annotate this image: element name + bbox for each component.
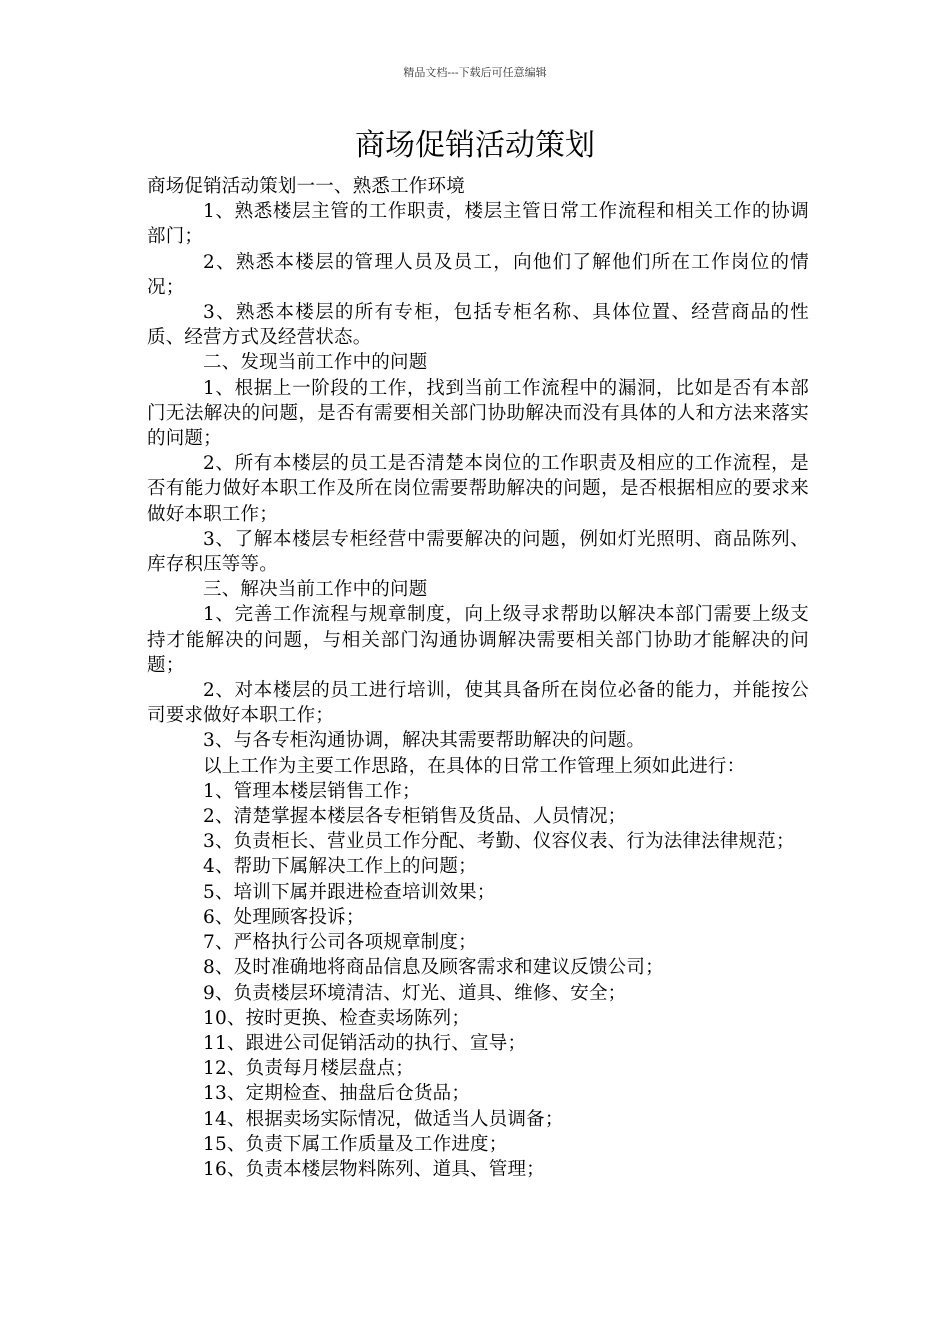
list-item: 5、培训下属并跟进检查培训效果； [203, 881, 496, 903]
paragraph: 3、了解本楼层专柜经营中需要解决的问题，例如灯光照明、商品陈列、库存积压等等。 [147, 528, 809, 576]
paragraph: 1、熟悉楼层主管的工作职责，楼层主管日常工作流程和相关工作的协调部门； [147, 201, 809, 248]
list-item: 10、按时更换、检查卖场陈列； [203, 1007, 471, 1029]
list-item: 9、负责楼层环境清洁、灯光、道具、维修、安全； [203, 982, 627, 1004]
section-heading: 二、发现当前工作中的问题 [203, 352, 428, 374]
list-item: 12、负责每月楼层盘点； [203, 1058, 414, 1080]
paragraph: 2、所有本楼层的员工是否清楚本岗位的工作职责及相应的工作流程，是否有能力做好本职工作及所在岗位需要帮助解决的问题，是否根据相应的要求来做好本职工作； [147, 453, 809, 525]
section-heading: 三、解决当前工作中的问题 [203, 579, 428, 601]
paragraph: 2、熟悉本楼层的管理人员及员工，向他们了解他们所在工作岗位的情况； [147, 251, 809, 298]
header-note: 精品文档---下载后可任意编辑 [403, 66, 547, 79]
list-item: 8、及时准确地将商品信息及顾客需求和建议反馈公司； [203, 957, 664, 979]
list-item: 1、管理本楼层销售工作； [203, 780, 421, 802]
list-item: 14、根据卖场实际情况，做适当人员调备； [203, 1108, 564, 1130]
list-item: 7、严格执行公司各项规章制度； [203, 932, 477, 954]
list-item: 15、负责下属工作质量及工作进度； [203, 1133, 508, 1155]
paragraph: 以上工作为主要工作思路，在具体的日常工作管理上须如此进行： [203, 755, 746, 777]
list-item: 16、负责本楼层物料陈列、道具、管理； [203, 1158, 545, 1180]
list-item: 3、负责柜长、营业员工作分配、考勤、仪容仪表、行为法律法律规范； [203, 831, 795, 853]
paragraph: 1、根据上一阶段的工作，找到当前工作流程中的漏洞，比如是否有本部门无法解决的问题，是否有需要相关部门协助解决而没有具体的人和方法来落实的问题； [147, 377, 809, 450]
paragraph: 商场促销活动策划一一、熟悉工作环境 [147, 176, 465, 197]
list-item: 13、定期检查、抽盘后仓货品； [203, 1083, 471, 1105]
paragraph: 3、与各专柜沟通协调，解决其需要帮助解决的问题。 [203, 730, 646, 752]
paragraph: 1、完善工作流程与规章制度，向上级寻求帮助以解决本部门需要上级支持才能解决的问题，与相关部门沟通协调解决需要相关部门协助才能解决的问题； [147, 604, 809, 676]
list-item: 4、帮助下属解决工作上的问题； [203, 856, 477, 878]
page-title: 商场促销活动策划 [355, 128, 595, 163]
paragraph: 3、熟悉本楼层的所有专柜，包括专柜名称、具体位置、经营商品的性质、经营方式及经营状态。 [147, 302, 809, 349]
list-item: 11、跟进公司促销活动的执行、宣导； [203, 1032, 527, 1054]
document-body [147, 174, 809, 1182]
list-item: 6、处理顾客投诉； [203, 906, 365, 928]
paragraph: 2、对本楼层的员工进行培训，使其具备所在岗位必备的能力，并能按公司要求做好本职工作； [147, 680, 809, 727]
list-item: 2、清楚掌握本楼层各专柜销售及货品、人员情况； [203, 806, 627, 828]
